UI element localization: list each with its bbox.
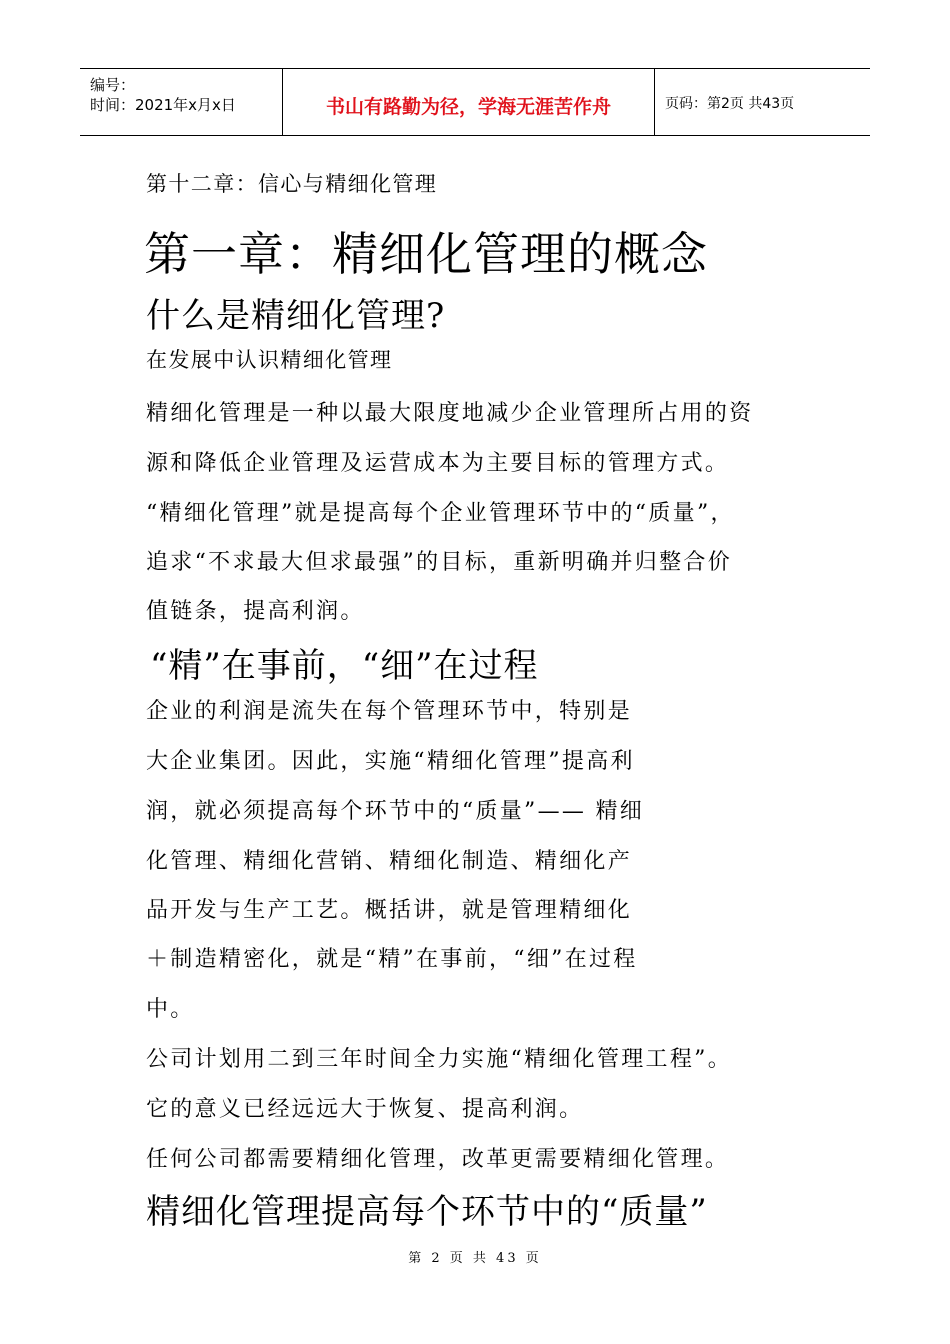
section-heading-what: 什么是精细化管理?	[146, 296, 446, 336]
header-meta	[80, 69, 283, 135]
paragraph-line: “精细化管理”就是提高每个企业管理环节中的“质量”，	[146, 501, 735, 526]
paragraph-line: 精细化管理是一种以最大限度地减少企业管理所占用的资	[146, 401, 754, 426]
subheading: 在发展中认识精细化管理	[146, 348, 393, 372]
doc-number-label: 编号：	[90, 76, 136, 94]
paragraph-line: 追求“不求最大但求最强”的目标，重新明确并归整合价	[146, 550, 732, 575]
header-motto: 书山有路勤为径，学海无涯苦作舟	[283, 69, 655, 135]
paragraph-line: 品开发与生产工艺。概括讲，就是管理精细化	[146, 898, 633, 923]
paragraph-line: 化管理、精细化营销、精细化制造、精细化产	[146, 849, 633, 874]
doc-time-label: 时间：2021年x月x日	[90, 96, 236, 114]
section-heading-jing: “精”在事前，“细”在过程	[150, 646, 539, 686]
paragraph-line: 大企业集团。因此，实施“精细化管理”提高利	[146, 749, 635, 774]
paragraph-line: 任何公司都需要精细化管理，改革更需要精细化管理。	[146, 1147, 730, 1172]
paragraph-line: 中。	[146, 997, 195, 1022]
chapter-title: 第一章：精细化管理的概念	[144, 227, 708, 281]
paragraph-line: 值链条，提高利润。	[146, 599, 365, 624]
section-heading-quality: 精细化管理提高每个环节中的“质量”	[146, 1192, 708, 1232]
chapter-line: 第十二章：信心与精细化管理	[146, 172, 438, 196]
paragraph-line: 它的意义已经远远大于恢复、提高利润。	[146, 1097, 584, 1122]
paragraph-line: 润，就必须提高每个环节中的“质量”—— 精细	[146, 799, 645, 824]
paragraph-line: ＋制造精密化，就是“精”在事前，“细”在过程	[146, 947, 638, 972]
page-footer: 第 2 页 共 43 页	[408, 1251, 542, 1266]
paragraph-line: 企业的利润是流失在每个管理环节中，特别是	[146, 699, 633, 724]
paragraph-line: 公司计划用二到三年时间全力实施“精细化管理工程”。	[146, 1047, 732, 1072]
document-header	[80, 68, 870, 136]
header-page-number: 页码：第2页 共43页	[665, 96, 795, 112]
paragraph-line: 源和降低企业管理及运营成本为主要目标的管理方式。	[146, 451, 730, 476]
